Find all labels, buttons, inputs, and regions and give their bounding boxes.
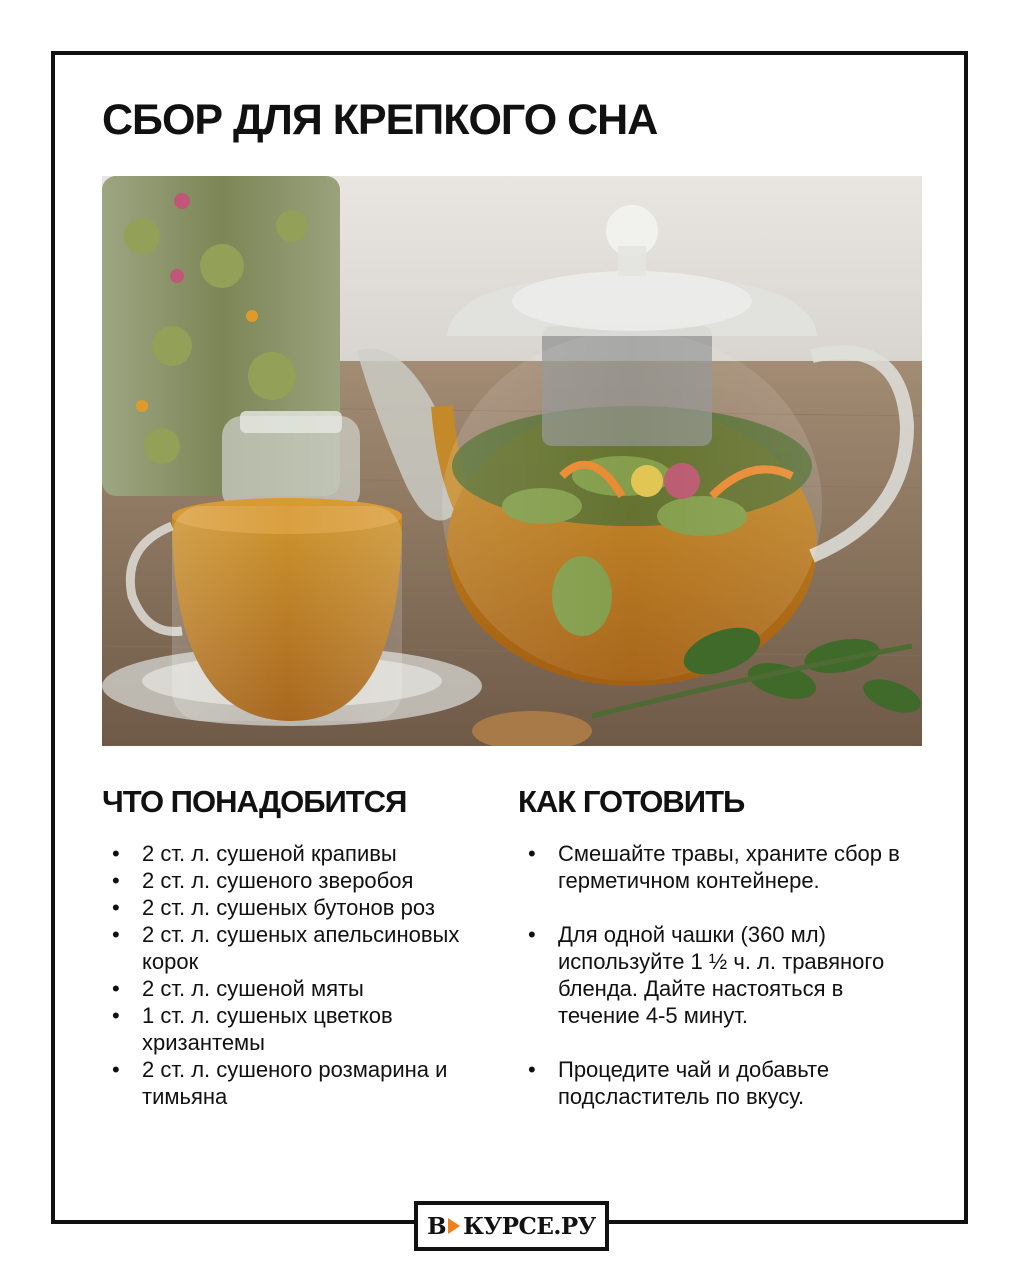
list-item: • 2 ст. л. сушеных апельсиновых корок xyxy=(112,921,512,975)
page-title: СБОР ДЛЯ КРЕПКОГО СНА xyxy=(102,96,658,144)
list-item: • 2 ст. л. сушеного розмарина и тимьяна xyxy=(112,1056,512,1110)
list-item: • 2 ст. л. сушеных бутонов роз xyxy=(112,894,512,921)
steps-list xyxy=(528,840,908,1137)
herbal-tea-photo xyxy=(102,176,922,746)
steps-heading: КАК ГОТОВИТЬ xyxy=(518,784,745,819)
list-item: • Процедите чай и добавьте подсластитель по вкусу. xyxy=(528,1056,908,1110)
list-item: • Для одной чашки (360 мл) используйте 1 ½ ч. л. травяного бленда. Дайте настояться в течение 4-5 минут. xyxy=(528,921,908,1029)
logo-text-right: КУРСЕ.РУ xyxy=(463,1212,596,1240)
list-item: • 2 ст. л. сушеной крапивы xyxy=(112,840,512,867)
play-arrow-icon xyxy=(448,1218,460,1234)
ingredients-list xyxy=(112,840,512,1110)
list-item: • 1 ст. л. сушеных цветков хризантемы xyxy=(112,1002,512,1056)
list-item: • 2 ст. л. сушеной мяты xyxy=(112,975,512,1002)
list-item: • 2 ст. л. сушеного зверобоя xyxy=(112,867,512,894)
list-item: • Смешайте травы, храните сбор в герметичном контейнере. xyxy=(528,840,908,894)
ingredients-heading: ЧТО ПОНАДОБИТСЯ xyxy=(102,784,407,819)
brand-logo[interactable] xyxy=(414,1201,609,1251)
logo-text-left: В xyxy=(427,1212,447,1240)
